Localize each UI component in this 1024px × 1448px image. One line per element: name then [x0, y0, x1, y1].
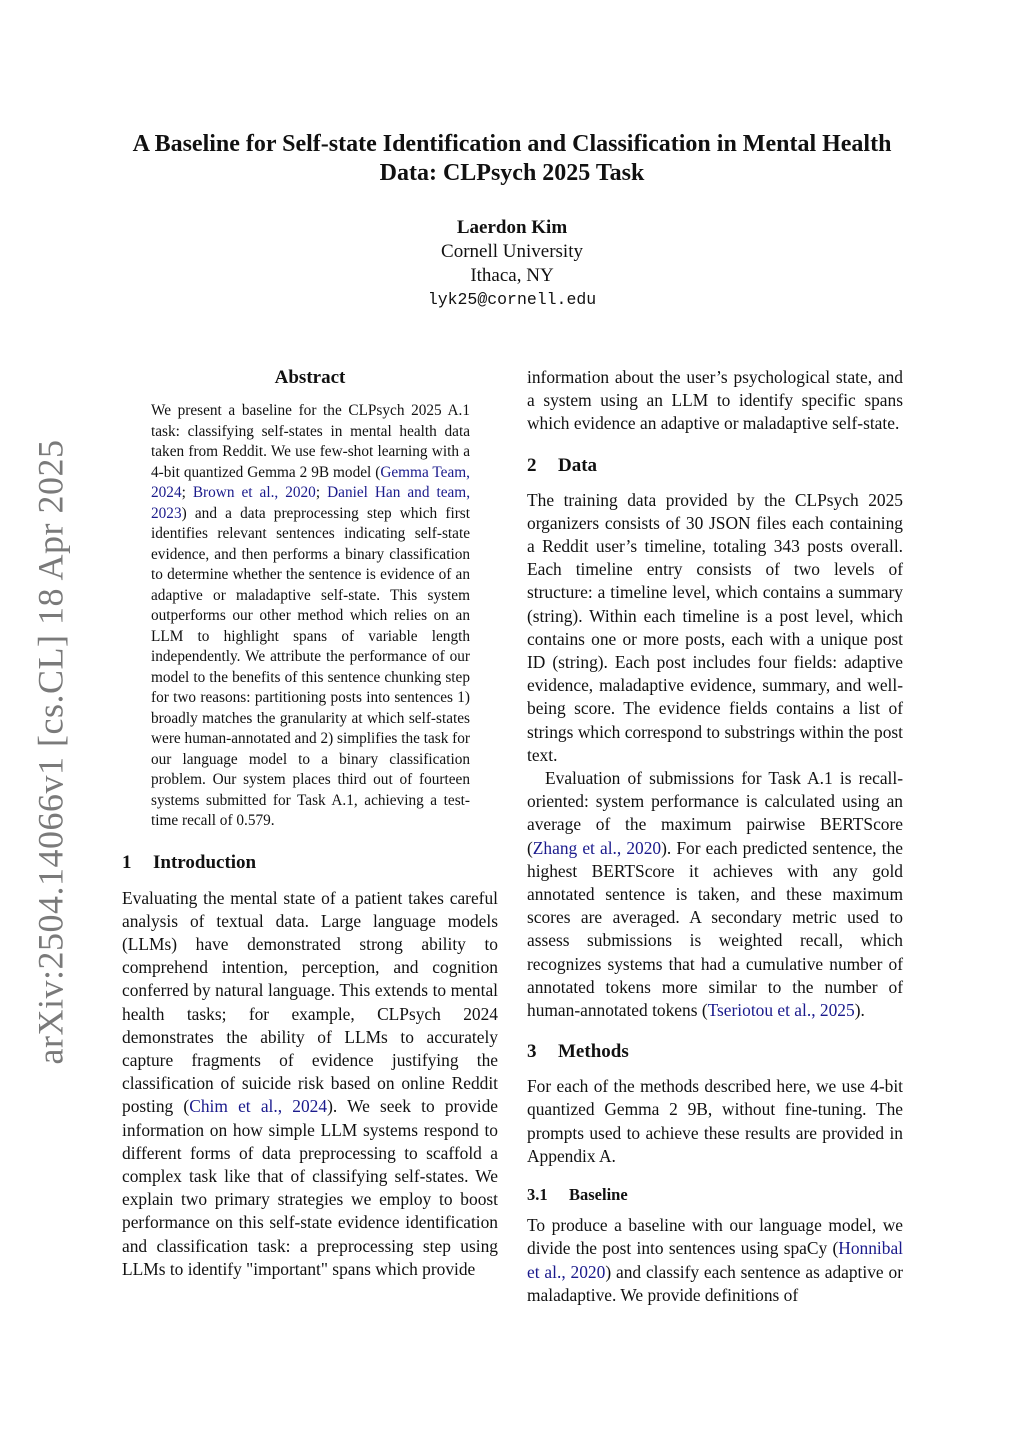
citation-link[interactable]: Chim et al., 2024 — [189, 1096, 328, 1117]
citation-link[interactable]: Brown et al., 2020 — [192, 484, 316, 501]
citation-link[interactable]: Zhang et al., 2020 — [532, 837, 662, 858]
paper-title: A Baseline for Self-state Identification and Classification in Mental Health Data: CLPsych 2025 Task — [132, 131, 892, 186]
author-block — [312, 216, 712, 312]
intro-text: Evaluating the mental state of a patient takes careful analysis of textual data. Large language models (LLMs) have demonstrated strong ability to comprehend intention, perception, and cognition conferred by natural language. This extends to mental health tasks; for example, CLPsych 2024 demonstrates the ability of LLMs to accurately capture fragments of evidence justifying the classification of suicide risk based on online Reddit posting (Chim et al., 2024). We seek to provide information on how simple LLM systems respond to different forms of data preprocessing to scaffold a complex task like that of classifying self-states. We explain two primary strategies we employ to boost performance on this self-state evidence identification and classification task: a preprocessing step using LLMs to identify "important" spans which provide — [122, 887, 498, 1279]
author-name: Laerdon Kim — [456, 217, 568, 238]
abstract-text: We present a baseline for the CLPsych 2025 A.1 task: classifying self-states in mental health data taken from Reddit. We use few-shot learning with a 4-bit quantized Gemma 2 9B model (Gemma Team, 2024; Brown et al., 2020; Daniel Han and team, 2023) and a data preprocessing step which first identifies relevant sentences indicating self-state evidence, and then performs a binary classification to determine whether the sentence is evidence of an adaptive or maladaptive self-state. This system outperforms our other method which relies on an LLM to highlight spans of variable length independently. We attribute the performance of our model to the benefits of this sentence chunking step for two reasons: partitioning posts into sentences 1) broadly matches the granularity at which self-states were human-annotated and 2) simplifies the task for our language model to a binary classification problem. Our system places third out of fourteen systems submitted for Task A.1, achieving a test-time recall of 0.579. — [151, 402, 471, 829]
section-heading-introduction: 1 Introduction — [122, 851, 257, 873]
right-column — [527, 366, 903, 1307]
arxiv-stamp: arXiv:2504.14066v1 [cs.CL] 18 Apr 2025 — [30, 439, 70, 1065]
subsection-heading-baseline: 3.1 Baseline — [527, 1185, 628, 1205]
citation-link[interactable]: Honnibal et al., 2020 — [527, 1238, 903, 1282]
data-paragraph-2: Evaluation of submissions for Task A.1 is recall-oriented: system performance is calculated using an average of the maximum pairwise BERTScore (Zhang et al., 2020). For each predicted sentence, the highest BERTScore it achieves with any gold annotated sentence is taken, and these maximum scores are averaged. A secondary metric used to assess submissions is weighted recall, which recognizes systems that had a cumulative number of annotated tokens more similar to the number of human-annotated tokens (Tseriotou et al., 2025). — [527, 768, 903, 1021]
data-paragraph-1: The training data provided by the CLPsych 2025 organizers consists of 30 JSON files each containing a Reddit user’s timeline, totaling 343 posts overall. Each timeline entry consists of two levels of structure: a timeline level, which contains a summary (string). Within each timeline is a post level, which contains one or more posts, each with a unique post ID (string). Each post includes four fields: adaptive evidence, maladaptive evidence, summary, and well-being score. The evidence fields contains a list of strings which correspond to substrings within the post text. — [527, 489, 903, 765]
intro-text-continued: information about the user’s psychological state, and a system using an LLM to identify specific spans which evidence an adaptive or maladaptive self-state. — [527, 367, 903, 434]
abstract-heading: Abstract — [274, 367, 346, 388]
section-heading-methods: 3 Methods — [527, 1041, 629, 1063]
citation-link[interactable]: Gemma Team, 2024 — [151, 463, 470, 501]
citation-link[interactable]: Tseriotou et al., 2025 — [707, 1000, 855, 1021]
baseline-paragraph: To produce a baseline with our language model, we divide the post into sentences using spaCy (Honnibal et al., 2020) and classify each sentence as adaptive or maladaptive. We provide definitions of — [527, 1215, 903, 1305]
methods-paragraph: For each of the methods described here, we use 4-bit quantized Gemma 2 9B, without fine-tuning. The prompts used to achieve these results are provided in Appendix A. — [527, 1076, 903, 1166]
author-email: lyk25@cornell.edu — [427, 290, 597, 309]
author-affiliation: Cornell University — [441, 241, 583, 262]
section-heading-data: 2 Data — [527, 454, 598, 476]
author-location: Ithaca, NY — [470, 265, 554, 286]
left-column — [122, 366, 498, 1281]
citation-link[interactable]: Daniel Han and team, 2023 — [151, 484, 471, 522]
